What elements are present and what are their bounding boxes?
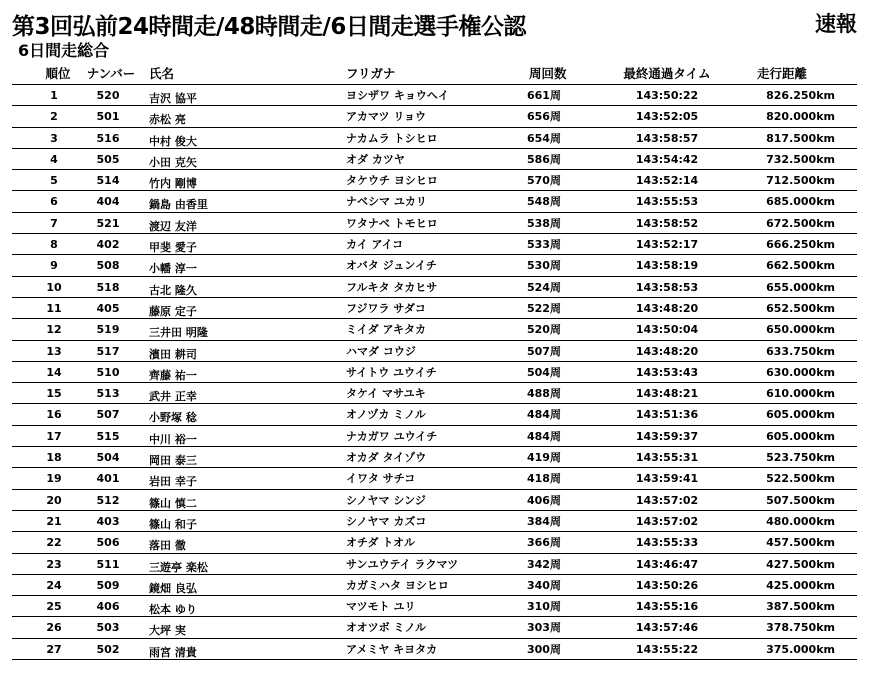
table-row [12,319,857,340]
cell-name: 古北 隆久 [149,283,197,297]
cell-kana: オカダ タイゾウ [346,451,427,465]
table-row [12,596,857,617]
cell-distance: 507.500km [766,493,835,507]
cell-name: 三遊亭 楽松 [149,560,208,574]
table-row [12,426,857,447]
cell-time: 143:55:31 [635,451,699,465]
cell-laps: 538周 [527,216,561,230]
cell-laps: 310周 [527,600,561,614]
col-header-rank: 順位 [45,66,71,81]
cell-rank: 6 [50,195,58,209]
cell-rank: 4 [50,152,58,166]
cell-distance: 375.000km [766,642,835,656]
table-row [12,191,857,212]
cell-laps: 586周 [527,152,561,166]
table-row [12,617,857,638]
cell-name: 鏡畑 良弘 [149,581,197,595]
cell-bib: 402 [96,238,120,252]
cell-time: 143:52:17 [635,238,699,252]
cell-distance: 457.500km [766,536,835,550]
cell-time: 143:55:53 [635,195,699,209]
cell-name: 小幡 淳一 [149,262,197,276]
col-header-bib: ナンバー [86,66,136,81]
cell-bib: 512 [96,493,120,507]
cell-time: 143:57:02 [635,514,699,528]
cell-name: 岩田 幸子 [149,475,197,489]
cell-name: 松本 ゆり [149,603,197,617]
cell-time: 143:48:20 [635,344,699,358]
cell-laps: 406周 [527,493,561,507]
table-row [12,404,857,425]
cell-laps: 507周 [527,344,561,358]
cell-kana: アメミヤ キヨタカ [346,642,438,656]
cell-kana: ミイダ アキタカ [346,323,426,337]
cell-kana: イワタ サチコ [346,472,416,486]
cell-distance: 522.500km [766,472,835,486]
table-row [12,106,857,127]
cell-time: 143:48:21 [635,387,699,401]
table-row [12,234,857,255]
cell-bib: 503 [96,621,120,635]
cell-distance: 662.500km [766,259,835,273]
cell-name: 三井田 明隆 [149,326,208,340]
table-row [12,362,857,383]
cell-name: 小野塚 稔 [149,411,197,425]
cell-kana: シノヤマ カズコ [346,514,427,528]
cell-time: 143:50:22 [635,89,699,102]
cell-bib: 405 [96,301,120,315]
cell-time: 143:52:14 [635,174,699,188]
cell-distance: 672.500km [766,216,835,230]
cell-laps: 656周 [527,110,561,124]
col-header-name: 氏名 [149,66,175,81]
cell-name: 鍋島 由香里 [149,198,208,212]
results-table [12,65,857,660]
cell-rank: 7 [50,216,58,230]
cell-distance: 817.500km [766,131,835,145]
cell-distance: 685.000km [766,195,835,209]
cell-laps: 384周 [527,514,561,528]
cell-kana: サンユウテイ ラクマツ [346,557,459,571]
cell-laps: 484周 [527,408,561,422]
cell-name: 甲斐 愛子 [149,241,197,255]
cell-time: 143:55:16 [635,600,699,614]
cell-rank: 11 [46,301,62,315]
cell-time: 143:59:37 [635,429,699,443]
cell-name: 篠山 和子 [149,517,197,531]
table-row [12,575,857,596]
cell-name: 雨宮 清貴 [149,645,197,659]
col-header-time: 最終通過タイム [623,66,711,81]
cell-distance: 633.750km [766,344,835,358]
cell-laps: 484周 [527,429,561,443]
cell-time: 143:58:53 [635,280,699,294]
cell-time: 143:57:02 [635,493,699,507]
cell-bib: 520 [96,89,120,102]
cell-bib: 502 [96,642,120,656]
cell-distance: 523.750km [766,451,835,465]
cell-name: 中川 裕一 [149,432,197,446]
cell-time: 143:48:20 [635,301,699,315]
cell-bib: 506 [96,536,120,550]
table-row [12,532,857,553]
cell-name: 篠山 慎二 [149,496,197,510]
cell-name: 竹内 剛博 [149,177,197,191]
cell-time: 143:58:57 [635,131,699,145]
cell-rank: 10 [46,280,62,294]
cell-laps: 522周 [527,301,561,315]
cell-name: 大坪 実 [149,624,186,638]
cell-laps: 366周 [527,536,561,550]
cell-rank: 17 [46,429,62,443]
cell-kana: フルキタ タカヒサ [346,280,438,294]
table-row [12,128,857,149]
cell-laps: 300周 [527,642,561,656]
cell-distance: 605.000km [766,408,835,422]
cell-bib: 513 [96,387,120,401]
cell-bib: 501 [96,110,120,124]
table-row [12,341,857,362]
cell-laps: 342周 [527,557,561,571]
cell-distance: 820.000km [766,110,835,124]
cell-name: 落田 徹 [149,539,186,553]
cell-rank: 8 [50,238,58,252]
cell-bib: 505 [96,152,120,166]
cell-rank: 9 [50,259,58,273]
table-row [12,383,857,404]
cell-rank: 19 [46,472,62,486]
cell-bib: 507 [96,408,120,422]
cell-kana: ハマダ コウジ [346,344,416,358]
cell-kana: アカマツ リョウ [346,110,427,124]
cell-kana: ナカムラ トシヒロ [346,131,438,145]
cell-name: 吉沢 協平 [149,92,197,105]
cell-kana: カイ アイコ [346,238,404,252]
table-row [12,277,857,298]
table-row [12,298,857,319]
cell-bib: 504 [96,451,120,465]
cell-distance: 666.250km [766,238,835,252]
cell-rank: 26 [46,621,62,635]
cell-bib: 516 [96,131,120,145]
cell-name: 岡田 泰三 [149,454,197,468]
cell-time: 143:46:47 [635,557,699,571]
cell-bib: 406 [96,600,120,614]
cell-laps: 488周 [527,387,561,401]
cell-laps: 533周 [527,238,561,252]
cell-name: 齊藤 祐一 [149,368,197,382]
cell-laps: 504周 [527,365,561,379]
cell-distance: 387.500km [766,600,835,614]
cell-laps: 524周 [527,280,561,294]
cell-kana: サイトウ ユウイチ [346,365,437,379]
cell-rank: 18 [46,451,62,465]
cell-rank: 21 [46,514,62,528]
table-row [12,447,857,468]
cell-kana: マツモト ユリ [346,600,416,614]
cell-kana: タケイ マサユキ [346,387,426,401]
cell-time: 143:51:36 [635,408,699,422]
col-header-distance: 走行距離 [757,66,808,81]
cell-kana: ナカガワ ユウイチ [346,429,438,443]
cell-distance: 425.000km [766,578,835,592]
cell-kana: フジワラ サダコ [346,301,426,315]
cell-bib: 515 [96,429,120,443]
cell-distance: 655.000km [766,280,835,294]
cell-rank: 5 [50,174,58,188]
cell-rank: 3 [50,131,58,145]
table-row [12,554,857,575]
cell-bib: 509 [96,578,120,592]
cell-distance: 652.500km [766,301,835,315]
cell-time: 143:55:33 [635,536,699,550]
cell-rank: 16 [46,408,62,422]
cell-rank: 25 [46,600,62,614]
cell-time: 143:58:19 [635,259,699,273]
flash-report-label: 速報 [815,12,857,36]
col-header-kana: フリガナ [346,66,396,81]
cell-rank: 14 [46,365,62,379]
cell-time: 143:58:52 [635,216,699,230]
table-body [12,85,857,660]
cell-laps: 419周 [527,451,561,465]
cell-laps: 418周 [527,472,561,486]
cell-time: 143:55:22 [635,642,699,656]
table-row [12,255,857,276]
cell-kana: オバタ ジュンイチ [346,259,437,273]
cell-name: 中村 俊大 [149,134,197,148]
table-row [12,468,857,489]
cell-bib: 401 [96,472,120,486]
cell-bib: 511 [96,557,120,571]
cell-rank: 12 [46,323,62,337]
cell-laps: 548周 [527,195,561,209]
cell-rank: 23 [46,557,62,571]
cell-kana: オノヅカ ミノル [346,408,426,422]
cell-kana: ヨシザワ キョウヘイ [346,89,449,102]
cell-distance: 427.500km [766,557,835,571]
cell-bib: 521 [96,216,120,230]
cell-kana: オチダ トオル [346,536,415,550]
cell-laps: 570周 [527,174,561,188]
cell-name: 渡辺 友洋 [149,219,197,233]
cell-time: 143:57:46 [635,621,699,635]
table-row [12,85,857,106]
cell-name: 小田 克矢 [149,155,197,169]
cell-rank: 13 [46,344,62,358]
cell-bib: 517 [96,344,120,358]
cell-distance: 610.000km [766,387,835,401]
cell-rank: 1 [50,89,58,102]
cell-laps: 520周 [527,323,561,337]
cell-name: 濱田 耕司 [149,347,197,361]
cell-time: 143:52:05 [635,110,699,124]
cell-kana: ワタナベ トモヒロ [346,216,438,230]
cell-name: 藤原 定子 [149,304,197,318]
table-row [12,149,857,170]
cell-time: 143:50:26 [635,578,699,592]
cell-name: 武井 正幸 [149,390,197,404]
cell-distance: 605.000km [766,429,835,443]
cell-distance: 712.500km [766,174,835,188]
cell-bib: 508 [96,259,120,273]
cell-time: 143:50:04 [635,323,699,337]
cell-bib: 403 [96,514,120,528]
cell-rank: 15 [46,387,62,401]
cell-laps: 661周 [527,89,561,102]
cell-kana: カガミハタ ヨシヒロ [346,578,449,592]
cell-rank: 27 [46,642,62,656]
cell-bib: 514 [96,174,120,188]
table-header-row [12,65,857,85]
cell-distance: 732.500km [766,152,835,166]
cell-laps: 340周 [527,578,561,592]
cell-kana: オオツボ ミノル [346,621,427,635]
cell-kana: シノヤマ シンジ [346,493,426,507]
cell-distance: 650.000km [766,323,835,337]
cell-rank: 2 [50,110,58,124]
table-row [12,170,857,191]
section-subtitle: 6日間走総合 [18,41,110,60]
cell-kana: オダ カツヤ [346,152,405,166]
table-row [12,639,857,660]
cell-rank: 22 [46,536,62,550]
cell-kana: タケウチ ヨシヒロ [346,174,438,188]
cell-time: 143:59:41 [635,472,699,486]
cell-distance: 630.000km [766,365,835,379]
cell-time: 143:53:43 [635,365,699,379]
cell-time: 143:54:42 [635,152,699,166]
cell-distance: 378.750km [766,621,835,635]
cell-distance: 480.000km [766,514,835,528]
cell-distance: 826.250km [766,89,835,102]
table-row [12,511,857,532]
page-title: 第3回弘前24時間走/48時間走/6日間走選手権公認 [12,14,526,40]
cell-rank: 20 [46,493,62,507]
cell-laps: 530周 [527,259,561,273]
col-header-laps: 周回数 [529,66,567,81]
cell-bib: 404 [96,195,120,209]
cell-kana: ナベシマ ユカリ [346,195,427,209]
cell-bib: 519 [96,323,120,337]
cell-bib: 510 [96,365,120,379]
cell-bib: 518 [96,280,120,294]
cell-name: 赤松 亮 [149,113,186,127]
cell-rank: 24 [46,578,62,592]
table-row [12,213,857,234]
cell-laps: 654周 [527,131,561,145]
cell-laps: 303周 [527,621,561,635]
table-row [12,490,857,511]
